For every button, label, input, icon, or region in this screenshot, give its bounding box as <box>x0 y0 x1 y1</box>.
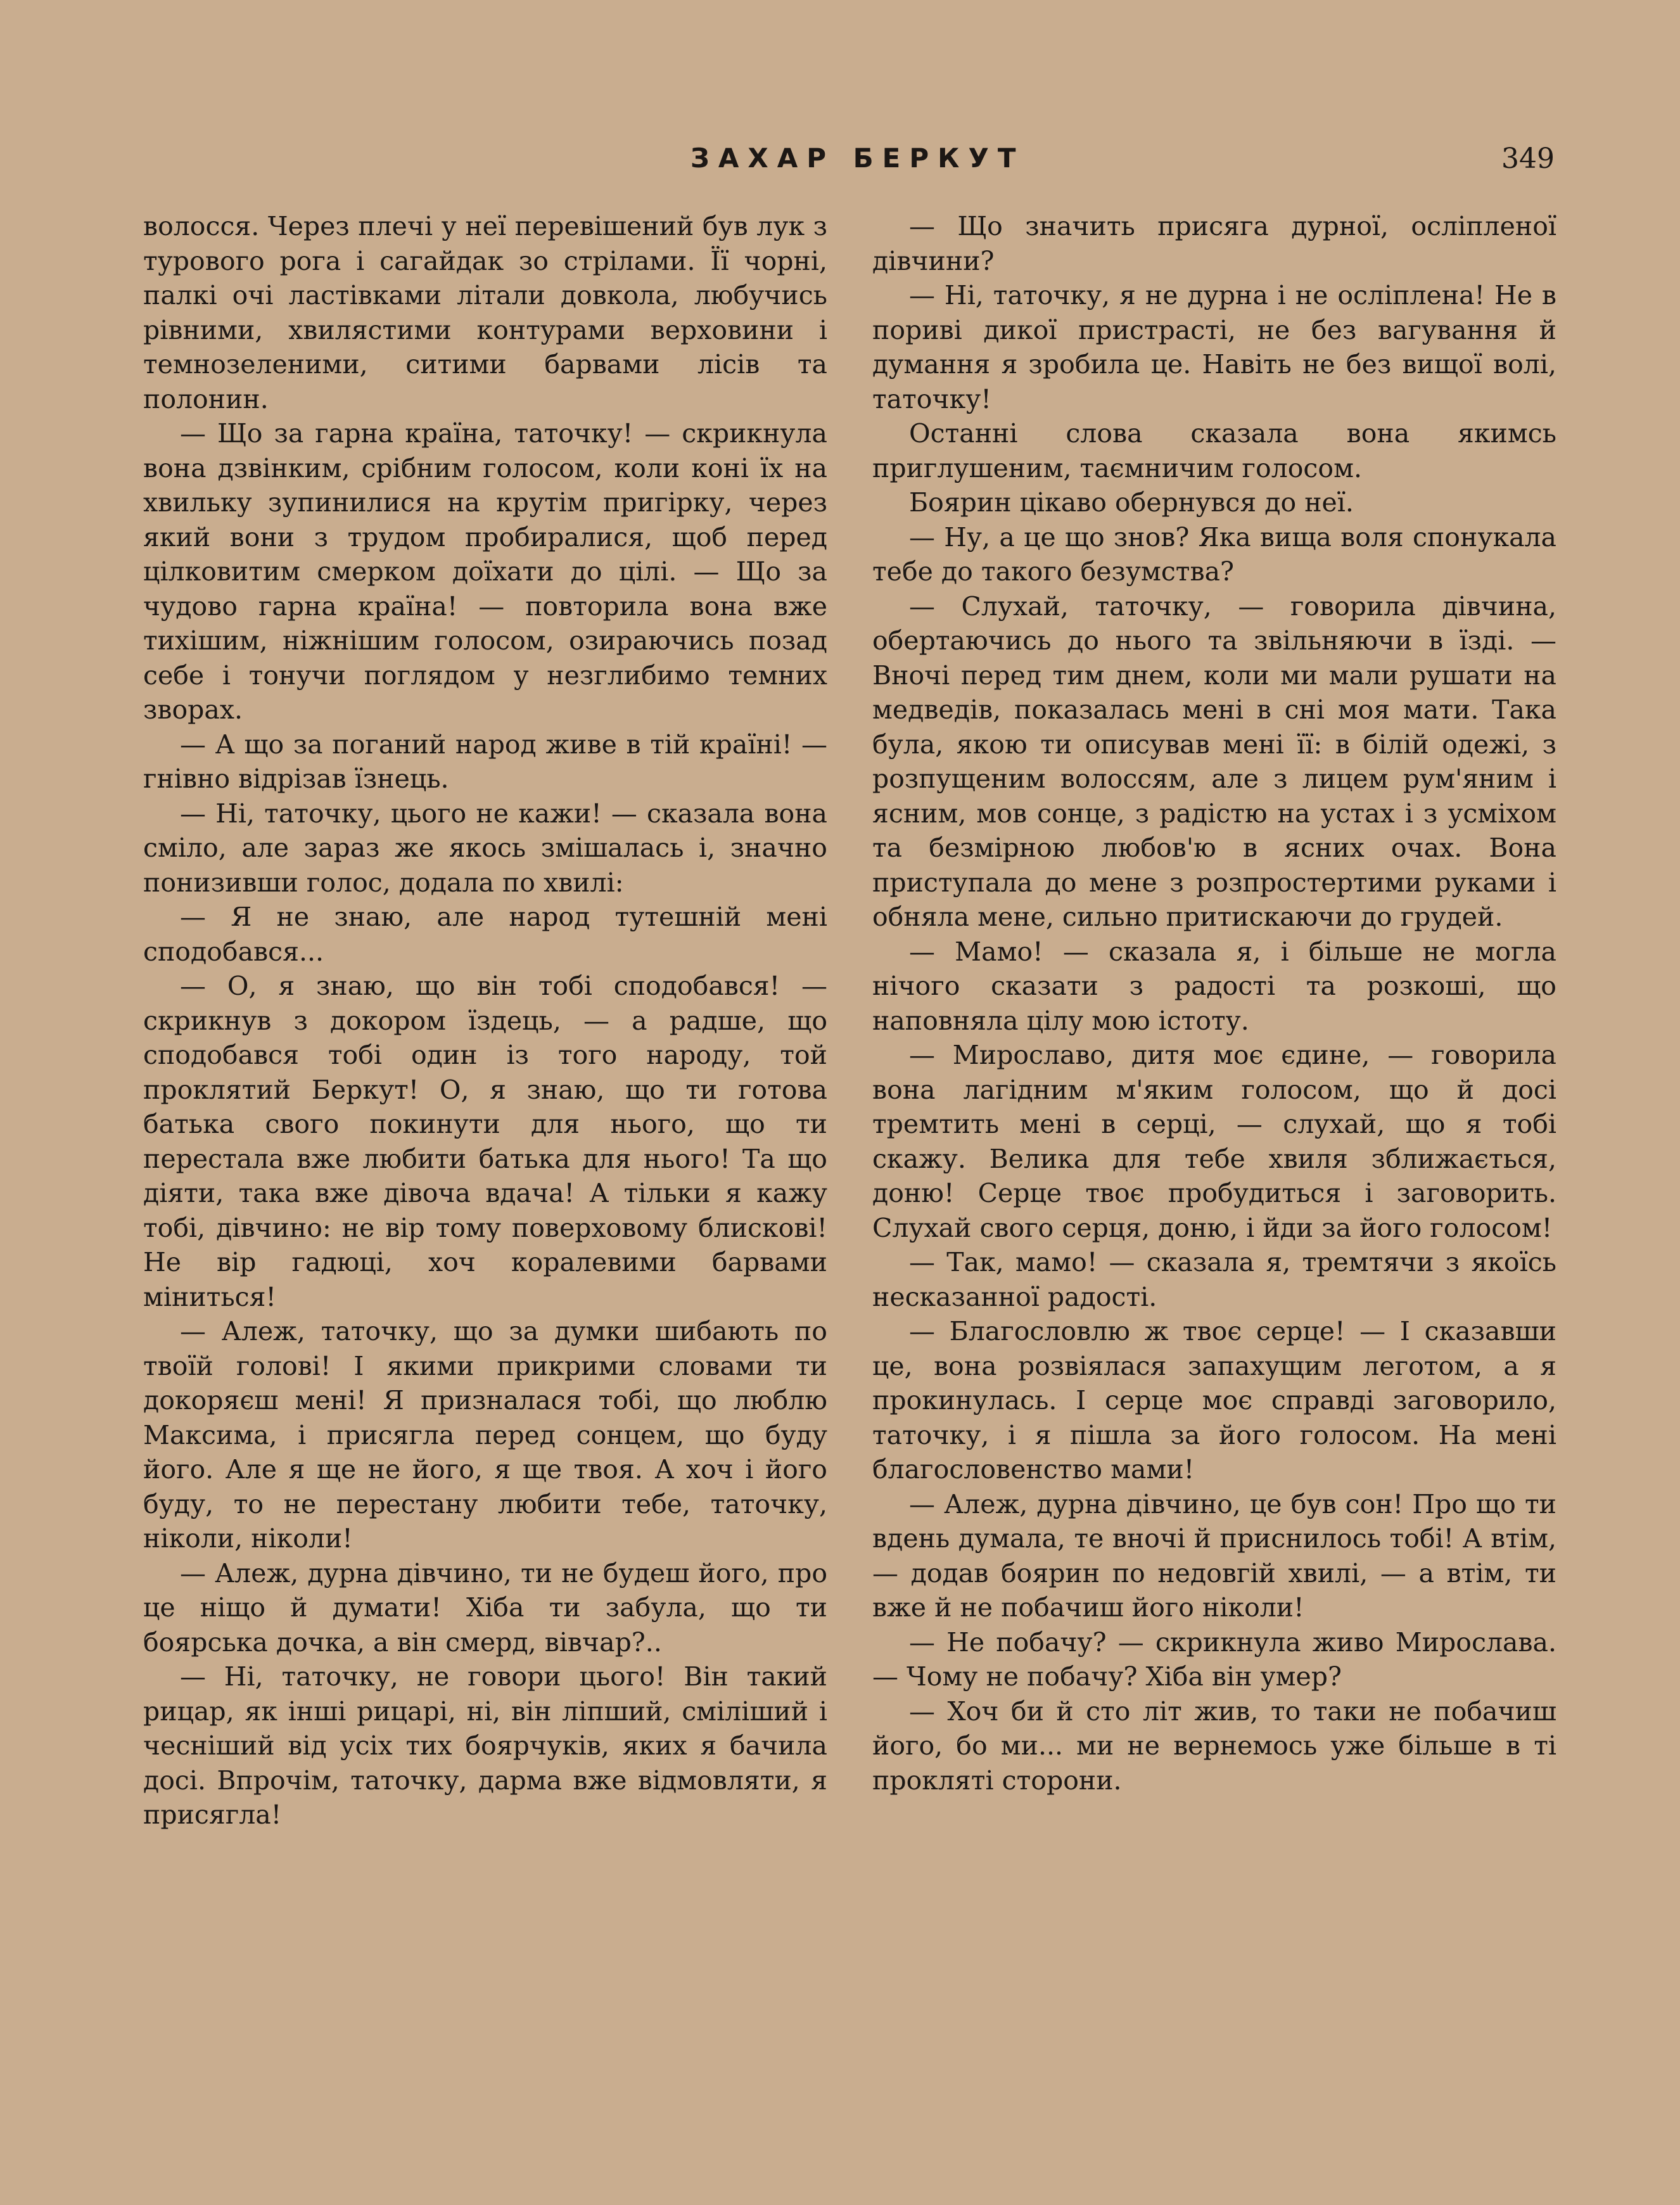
paragraph: — Слухай, таточку, — говорила дівчина, обертаючись до нього та звільняючи в їзді. — Вночі перед тим днем, коли ми мали рушати на медведів, показалась мені в сні моя мати. Така була, якою ти описував мені її: в білій одежі, з розпущеним волоссям, але з лицем рум'яним і ясним, мов сонце, з радістю на устах і з усміхом та безмірною любов'ю в ясних очах. Вона приступала до мене з розпростертими руками і обняла мене, сильно притискаючи до грудей. <box>872 591 1556 932</box>
paragraph: — Мамо! — сказала я, і більше не могла нічого сказати з радості та розкоші, що наповняла цілу мою істоту. <box>872 936 1556 1036</box>
paragraph: — Не побачу? — скрикнула живо Мирослава. — Чому не побачу? Хіба він умер? <box>872 1627 1556 1692</box>
paragraph: — Ну, а це що знов? Яка вища воля спонукала тебе до такого безумства? <box>872 521 1556 587</box>
paragraph: — А що за поганий народ живе в тій країні! — гнівно відрізав їзнець. <box>143 729 827 794</box>
paragraph: — Ні, таточку, я не дурна і не осліплена! Не в пориві дикої пристрасті, не без вагування й думання я зробила це. Навіть не без вищої волі, таточку! <box>872 280 1556 414</box>
paragraph: — Хоч би й сто літ жив, то таки не побачиш його, бо ми... ми не вернемось уже більше в ті прокляті сторони. <box>872 1696 1556 1796</box>
page-header <box>0 143 1680 181</box>
paragraph: — Алеж, дурна дівчино, це був сон! Про що ти вдень думала, те вночі й приснилось тобі! А втім, — додав боярин по недовгій хвилі, — а втім, ти вже й не побачиш його ніколи! <box>872 1488 1556 1623</box>
paragraph: — Алеж, дурна дівчино, ти не будеш його, про це ніщо й думати! Хіба ти забула, що ти боярська дочка, а він смерд, вівчар?.. <box>143 1557 827 1658</box>
paragraph: — Так, мамо! — сказала я, тремтячи з якоїсь несказанної радості. <box>872 1247 1556 1312</box>
paragraph: Останні слова сказала вона якимсь приглушеним, таємничим голосом. <box>872 418 1556 483</box>
paragraph: — О, я знаю, що він тобі сподобався! — скрикнув з докором їздець, — а радше, що сподобався тобі один із того народу, той проклятий Беркут! О, я знаю, що ти готова батька свого покинути для нього, що ти перестала вже любити батька для нього! Та що діяти, така вже дівоча вдача! А тільки я кажу тобі, дівчино: не вір тому поверховому блискові! Не вір гадюці, хоч коралевими барвами міниться! <box>143 971 827 1312</box>
left-text-column <box>143 209 827 1832</box>
paragraph: — Що за гарна країна, таточку! — скрикнула вона дзвінким, срібним голосом, коли коні їх на хвильку зупинилися на крутім пригірку, через який вони з трудом пробиралися, щоб перед цілковитим смерком доїхати до цілі. — Що за чудово гарна країна! — повторила вона вже тихішим, ніжнішим голосом, озираючись позад себе і тонучи поглядом у незглибимо темних зворах. <box>143 418 827 725</box>
paragraph: — Ні, таточку, цього не кажи! — сказала вона сміло, але зараз же якось змішалась і, значно понизивши голос, додала по хвилі: <box>143 798 827 898</box>
paragraph: — Ні, таточку, не говори цього! Він такий рицар, як інші рицарі, ні, він ліпший, сміліший і чесніший від усіх тих боярчуків, яких я бачила досі. Впрочім, таточку, дарма вже відмовляти, я присягла! <box>143 1661 827 1830</box>
right-text-column <box>872 209 1556 1798</box>
paragraph: Боярин цікаво обернувся до неї. <box>909 487 1354 518</box>
page-number: 349 <box>1501 143 1555 175</box>
paragraph: — Мирославо, дитя моє єдине, — говорила вона лагідним м'яким голосом, що й досі тремтить мені в серці, — слухай, що я тобі скажу. Велика для тебе хвиля зближається, доню! Серце твоє пробудиться і заговорить. Слухай свого серця, доню, і йди за його голосом! <box>872 1040 1556 1243</box>
paragraph: — Я не знаю, але народ тутешній мені сподобався... <box>143 902 827 967</box>
paragraph: — Благословлю ж твоє серце! — І сказавши це, вона розвіялася запахущим леготом, а я прокинулась. І серце моє справді заговорило, таточку, і я пішла за його голосом. На мені благословенство мами! <box>872 1316 1556 1485</box>
paragraph: — Що значить присяга дурної, осліпленої дівчини? <box>872 211 1556 276</box>
running-title: ЗАХАР БЕРКУТ <box>690 143 1025 174</box>
paragraph: — Алеж, таточку, що за думки шибають по твоїй голові! І якими прикрими словами ти докоряєш мені! Я призналася тобі, що люблю Максима, і присягла перед сонцем, що буду його. Але я ще не його, я ще твоя. А хоч і його буду, то не перестану любити тебе, таточку, ніколи, ніколи! <box>143 1316 827 1554</box>
paragraph: волосся. Через плечі у неї перевішений був лук з турового рога і сагайдак зо стрілами. Її чорні, палкі очі ластівками літали довкола, любучись рівними, хвилястими контурами верховини і темнозеленими, ситими барвами лісів та полонин. <box>143 211 827 414</box>
